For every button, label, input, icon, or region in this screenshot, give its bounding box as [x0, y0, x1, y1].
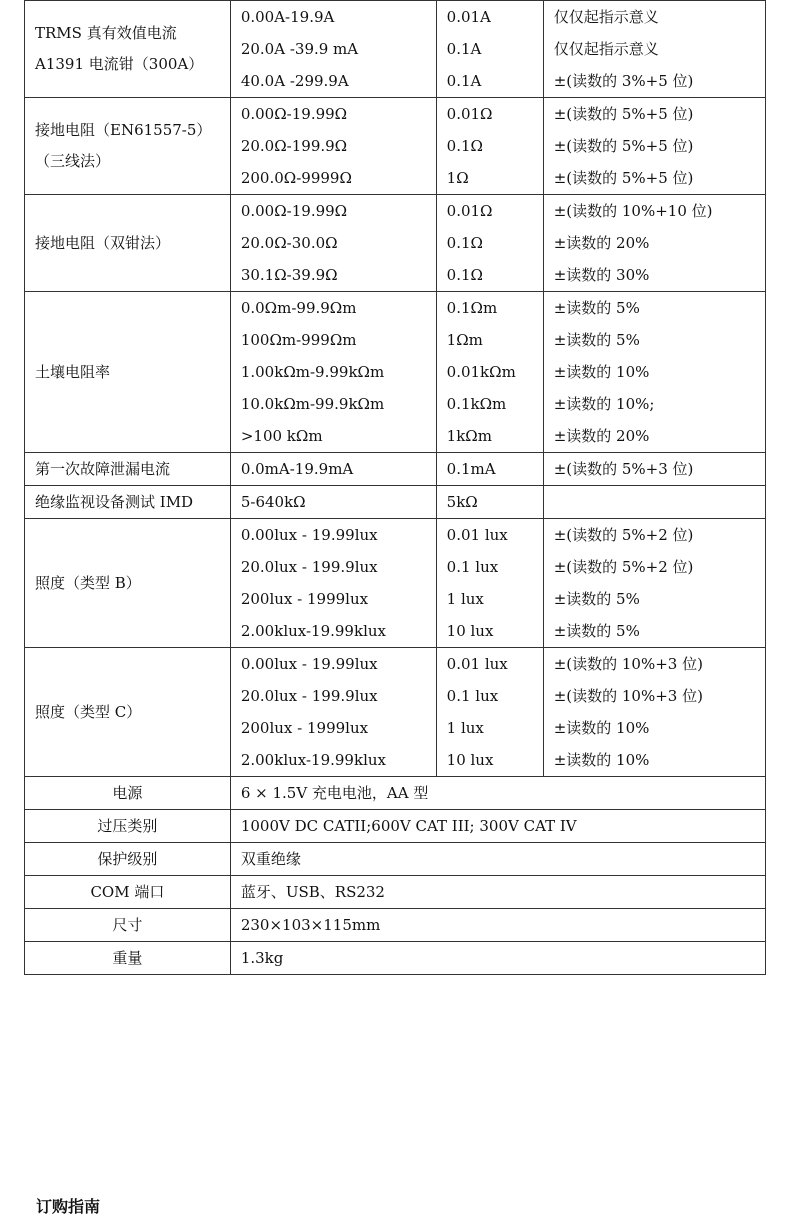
- range-cell-line: 200lux - 1999lux: [240, 719, 369, 737]
- general-label-cell: 电源: [25, 777, 231, 810]
- spec-row: [25, 195, 766, 292]
- general-row: [25, 909, 766, 942]
- range-cell-line: >100 kΩm: [240, 427, 323, 445]
- range-cell-line: 100Ωm-999Ωm: [240, 331, 357, 349]
- range-cell-line: 2.00klux-19.99klux: [240, 751, 386, 769]
- resolution-cell-line: 1 lux: [446, 590, 484, 608]
- spec-row: [25, 1, 766, 98]
- general-label-cell: 尺寸: [25, 909, 231, 942]
- parameter-cell: [25, 648, 231, 777]
- range-cell-line: 20.0Ω-199.9Ω: [240, 137, 348, 155]
- resolution-cell-line: 0.1kΩm: [446, 395, 507, 413]
- range-cell-line: 40.0A -299.9A: [240, 72, 349, 90]
- accuracy-cell-line: ±(读数的 5%+3 位): [553, 460, 694, 478]
- spec-row: [25, 292, 766, 453]
- accuracy-cell-line: ±(读数的 5%+2 位): [553, 558, 694, 576]
- accuracy-cell-line: ±读数的 10%;: [553, 395, 655, 413]
- range-cell-line: 200.0Ω-9999Ω: [240, 169, 352, 187]
- spec-table: [24, 0, 766, 975]
- accuracy-cell-line: ±(读数的 10%+3 位): [553, 655, 703, 673]
- range-cell-line: 0.00A-19.9A: [240, 8, 335, 26]
- parameter-cell-line: 土壤电阻率: [35, 362, 111, 381]
- resolution-cell: [436, 648, 543, 777]
- parameter-cell: [25, 98, 231, 195]
- parameter-cell-line: 照度（类型 C）: [35, 702, 142, 721]
- accuracy-cell-line: ±读数的 10%: [553, 751, 650, 769]
- range-cell: [230, 648, 436, 777]
- accuracy-cell: [543, 292, 765, 453]
- resolution-cell-line: 5kΩ: [446, 493, 478, 511]
- range-cell: [230, 1, 436, 98]
- resolution-cell-line: 1 lux: [446, 719, 484, 737]
- resolution-cell: [436, 1, 543, 98]
- resolution-cell-line: 1kΩm: [446, 427, 492, 445]
- accuracy-cell-line: ±(读数的 10%+3 位): [553, 687, 703, 705]
- range-cell-line: 20.0Ω-30.0Ω: [240, 234, 338, 252]
- general-label-cell: 保护级别: [25, 843, 231, 876]
- resolution-cell-line: 0.1Ω: [446, 137, 483, 155]
- parameter-cell-line: A1391 电流钳（300A）: [35, 55, 204, 73]
- range-cell-line: 0.00Ω-19.99Ω: [240, 202, 348, 220]
- range-cell: [230, 292, 436, 453]
- accuracy-cell-line: ±读数的 5%: [553, 299, 640, 317]
- range-cell-line: 0.0Ωm-99.9Ωm: [240, 299, 357, 317]
- range-cell-line: 30.1Ω-39.9Ω: [240, 266, 338, 284]
- resolution-cell-line: 0.01Ω: [446, 202, 493, 220]
- accuracy-cell: [543, 98, 765, 195]
- resolution-cell-line: 0.01 lux: [446, 526, 508, 544]
- parameter-cell: [25, 292, 231, 453]
- resolution-cell-line: 0.1 lux: [446, 558, 499, 576]
- parameter-cell-line: 接地电阻（EN61557-5）: [35, 121, 212, 139]
- range-cell-line: 0.00lux - 19.99lux: [240, 655, 378, 673]
- spec-row: [25, 98, 766, 195]
- range-cell-line: 0.00Ω-19.99Ω: [240, 105, 348, 123]
- general-value-cell: 230×103×115mm: [230, 909, 765, 942]
- parameter-cell-line: 绝缘监视设备测试 IMD: [35, 492, 194, 511]
- general-label-cell: 过压类别: [25, 810, 231, 843]
- general-row: [25, 777, 766, 810]
- spec-row: [25, 486, 766, 519]
- range-cell-line: 20.0lux - 199.9lux: [240, 687, 378, 705]
- resolution-cell-line: 0.01 lux: [446, 655, 508, 673]
- general-value-cell: 双重绝缘: [230, 843, 765, 876]
- range-cell-line: 0.00lux - 19.99lux: [240, 526, 378, 544]
- accuracy-cell-line: ±读数的 10%: [553, 719, 650, 737]
- range-cell-line: 2.00klux-19.99klux: [240, 622, 386, 640]
- accuracy-cell-line: ±读数的 5%: [553, 590, 640, 608]
- range-cell-line: 200lux - 1999lux: [240, 590, 369, 608]
- accuracy-cell-line: ±(读数的 3%+5 位): [553, 72, 694, 90]
- resolution-cell-line: 10 lux: [446, 751, 494, 769]
- accuracy-cell-line: [554, 486, 765, 518]
- parameter-cell: [25, 486, 231, 519]
- general-row: [25, 810, 766, 843]
- resolution-cell-line: 1Ω: [446, 169, 469, 187]
- general-label-cell: COM 端口: [25, 876, 231, 909]
- resolution-cell-line: 0.1A: [446, 40, 482, 58]
- accuracy-cell-line: ±读数的 5%: [553, 331, 640, 349]
- accuracy-cell: [543, 519, 765, 648]
- range-cell: [230, 98, 436, 195]
- spec-row: [25, 453, 766, 486]
- accuracy-cell-line: ±(读数的 5%+5 位): [553, 169, 694, 187]
- resolution-cell-line: 1Ωm: [446, 331, 483, 349]
- accuracy-cell-line: ±读数的 5%: [553, 622, 640, 640]
- resolution-cell-line: 0.01Ω: [446, 105, 493, 123]
- accuracy-cell-line: ±(读数的 5%+5 位): [553, 105, 694, 123]
- parameter-cell-line: 照度（类型 B）: [35, 573, 141, 592]
- resolution-cell: [436, 195, 543, 292]
- parameter-cell-line: 第一次故障泄漏电流: [35, 459, 171, 478]
- spec-row: [25, 519, 766, 648]
- parameter-cell-line: TRMS 真有效值电流: [35, 24, 177, 42]
- accuracy-cell-line: ±读数的 30%: [553, 266, 650, 284]
- parameter-cell: [25, 453, 231, 486]
- resolution-cell: [436, 292, 543, 453]
- range-cell-line: 20.0lux - 199.9lux: [240, 558, 378, 576]
- accuracy-cell-line: ±(读数的 5%+5 位): [553, 137, 694, 155]
- accuracy-cell-line: ±读数的 10%: [553, 363, 650, 381]
- parameter-cell-line: （三线法）: [35, 152, 111, 170]
- general-row: [25, 942, 766, 975]
- resolution-cell-line: 0.1 lux: [446, 687, 499, 705]
- resolution-cell: [436, 519, 543, 648]
- general-row: [25, 876, 766, 909]
- resolution-cell: [436, 98, 543, 195]
- accuracy-cell: [543, 453, 765, 486]
- resolution-cell-line: 0.1Ω: [446, 266, 483, 284]
- range-cell: [230, 453, 436, 486]
- range-cell-line: 0.0mA-19.9mA: [240, 460, 354, 478]
- accuracy-cell-line: 仅仅起指示意义: [553, 8, 659, 26]
- accuracy-cell: [543, 486, 765, 519]
- accuracy-cell-line: 仅仅起指示意义: [553, 40, 659, 58]
- general-row: [25, 843, 766, 876]
- range-cell-line: 1.00kΩm-9.99kΩm: [240, 363, 385, 381]
- range-cell-line: 10.0kΩm-99.9kΩm: [240, 395, 385, 413]
- parameter-cell: [25, 195, 231, 292]
- general-value-cell: 1000V DC CATII;600V CAT III; 300V CAT IV: [230, 810, 765, 843]
- accuracy-cell-line: ±读数的 20%: [553, 234, 650, 252]
- resolution-cell: [436, 453, 543, 486]
- accuracy-cell: [543, 195, 765, 292]
- accuracy-cell-line: ±(读数的 5%+2 位): [553, 526, 694, 544]
- parameter-cell: [25, 1, 231, 98]
- range-cell: [230, 486, 436, 519]
- parameter-cell-line: 接地电阻（双钳法）: [35, 233, 171, 252]
- resolution-cell-line: 0.1mA: [446, 460, 496, 478]
- resolution-cell-line: 0.1Ω: [446, 234, 483, 252]
- range-cell-line: 20.0A -39.9 mA: [240, 40, 359, 58]
- general-value-cell: 蓝牙、USB、RS232: [230, 876, 765, 909]
- resolution-cell-line: 0.01kΩm: [446, 363, 516, 381]
- spec-row: [25, 648, 766, 777]
- spec-table-body: [25, 1, 766, 975]
- parameter-cell: [25, 519, 231, 648]
- range-cell-line: 5-640kΩ: [240, 493, 306, 511]
- resolution-cell-line: 0.1A: [446, 72, 482, 90]
- ordering-guide-title: 订购指南: [36, 1197, 101, 1216]
- general-label-cell: 重量: [25, 942, 231, 975]
- range-cell: [230, 519, 436, 648]
- accuracy-cell-line: ±(读数的 10%+10 位): [553, 202, 713, 220]
- resolution-cell-line: 0.1Ωm: [446, 299, 498, 317]
- resolution-cell: [436, 486, 543, 519]
- accuracy-cell: [543, 1, 765, 98]
- general-value-cell: 6 × 1.5V 充电电池，AA 型: [230, 777, 765, 810]
- resolution-cell-line: 0.01A: [446, 8, 491, 26]
- resolution-cell-line: 10 lux: [446, 622, 494, 640]
- accuracy-cell: [543, 648, 765, 777]
- range-cell: [230, 195, 436, 292]
- accuracy-cell-line: ±读数的 20%: [553, 427, 650, 445]
- general-value-cell: 1.3kg: [230, 942, 765, 975]
